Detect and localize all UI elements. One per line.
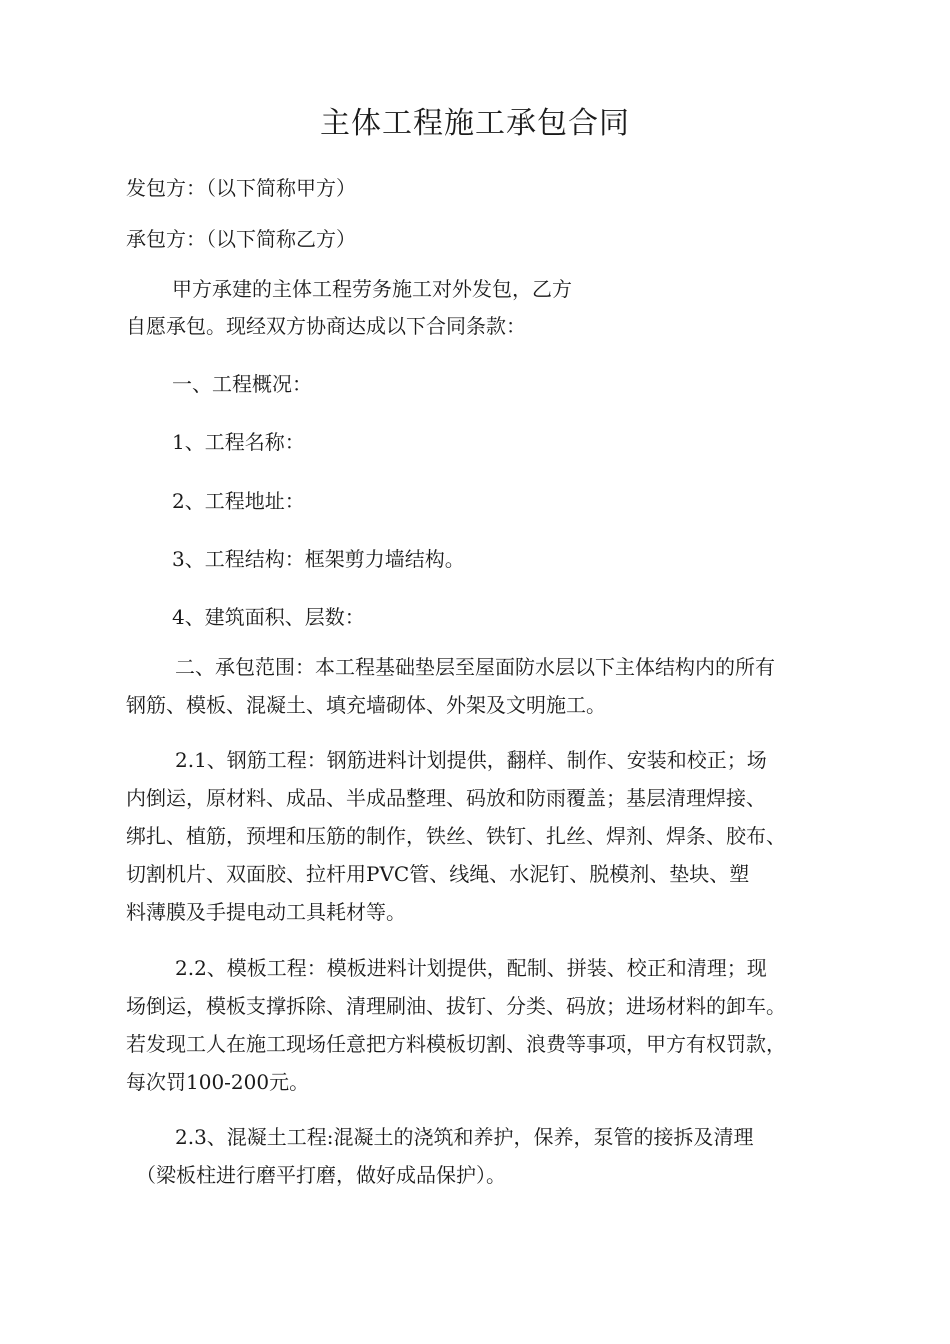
clause22-line-2: 场倒运，模板支撑拆除、清理刷油、拔钉、分类、码放；进场材料的卸车。: [126, 994, 786, 1018]
intro-line-1: 甲方承建的主体工程劳务施工对外发包，乙方: [172, 277, 572, 301]
clause21-line-5: 料薄膜及手提电动工具耗材等。: [126, 900, 406, 924]
section1-heading: 一、工程概况：: [172, 372, 312, 396]
intro-line-2: 自愿承包。现经双方协商达成以下合同条款：: [126, 314, 526, 338]
clause21-line-3: 绑扎、植筋，预埋和压筋的制作，铁丝、铁钉、扎丝、焊剂、焊条、胶布、: [126, 824, 786, 848]
party-a-line: 发包方：（以下简称甲方）: [126, 176, 356, 200]
document-title: 主体工程施工承包合同: [320, 106, 630, 141]
clause21-line-1: 2.1、钢筋工程：钢筋进料计划提供，翻样、制作、安装和校正；场: [175, 748, 767, 772]
section2-line-2: 钢筋、模板、混凝土、填充墙砌体、外架及文明施工。: [126, 693, 606, 717]
section1-item-3: 3、工程结构：框架剪力墙结构。: [172, 547, 465, 571]
clause23-line-2: （梁板柱进行磨平打磨，做好成品保护）。: [136, 1163, 506, 1187]
section2-line-1: 二、承包范围：本工程基础垫层至屋面防水层以下主体结构内的所有: [175, 655, 775, 679]
clause21-line-4: 切割机片、双面胶、拉杆用PVC管、线绳、水泥钉、脱模剂、垫块、塑: [126, 862, 750, 886]
clause22-line-4: 每次罚100-200元。: [126, 1070, 310, 1094]
section1-item-4: 4、建筑面积、层数：: [172, 605, 365, 629]
clause22-line-3: 若发现工人在施工现场任意把方料模板切割、浪费等事项，甲方有权罚款，: [126, 1032, 786, 1056]
clause22-line-1: 2.2、模板工程：模板进料计划提供，配制、拼装、校正和清理；现: [175, 956, 767, 980]
party-b-line: 承包方：（以下简称乙方）: [126, 227, 356, 251]
section1-item-1: 1、工程名称：: [172, 430, 305, 454]
clause21-line-2: 内倒运，原材料、成品、半成品整理、码放和防雨覆盖；基层清理焊接、: [126, 786, 766, 810]
clause23-line-1: 2.3、混凝土工程:混凝土的浇筑和养护，保养，泵管的接拆及清理: [175, 1125, 754, 1149]
section1-item-2: 2、工程地址：: [172, 489, 305, 513]
